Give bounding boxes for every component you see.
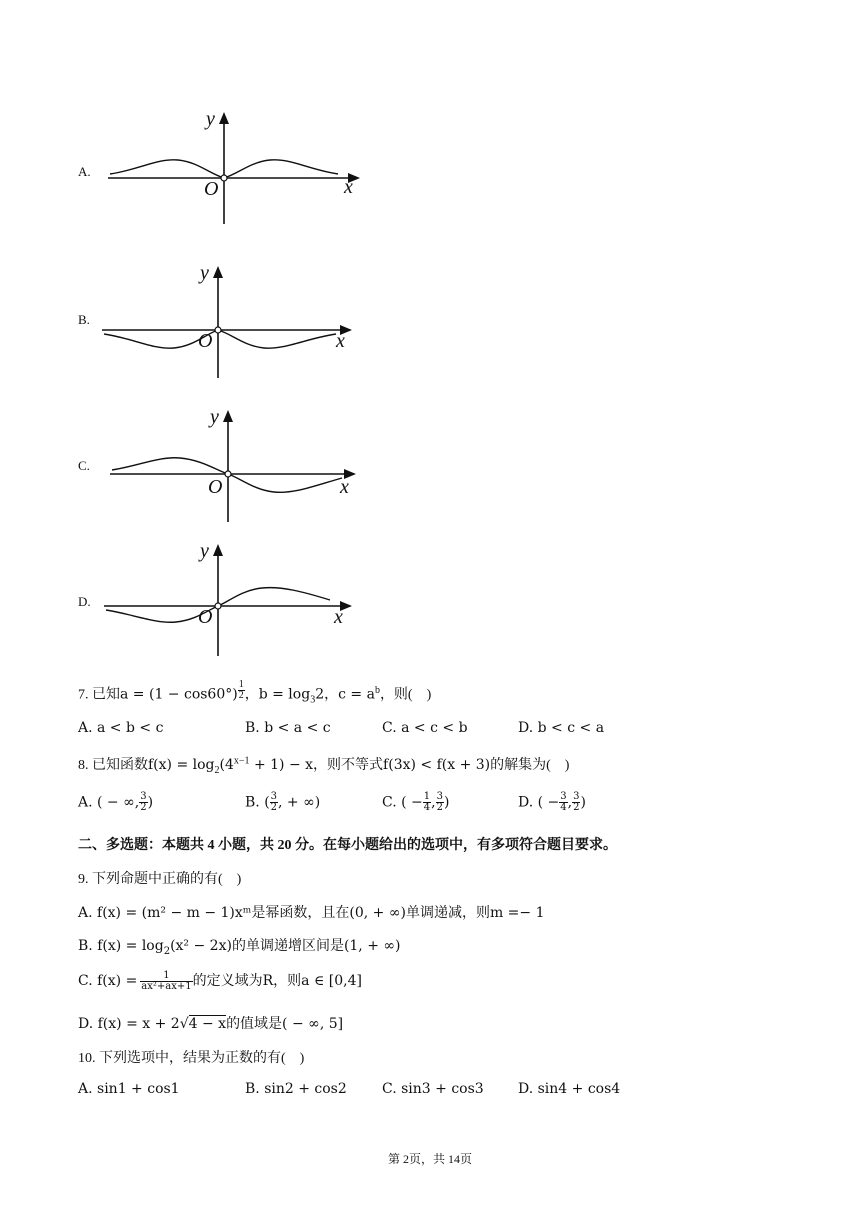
question-7-prefix: 7. 已知 [78, 687, 120, 703]
page-footer: 第 2页，共 14页 [387, 1152, 472, 1166]
origin-label: O [198, 606, 213, 628]
x-axis-label: x [336, 330, 345, 352]
question-8-suffix: 的解集为( ) [490, 758, 570, 773]
q7-c-expr: c = a [338, 686, 375, 703]
graph-a-plot [98, 108, 378, 228]
origin-label: O [208, 476, 223, 498]
y-axis-label: y [200, 262, 209, 284]
q9-option-a[interactable]: A. f(x) = (m² − m − 1)xᵐ是幂函数，且在(0, + ∞)单调递减，则m =− 1 [78, 905, 545, 921]
q7-option-c[interactable]: C. a < c < b [382, 720, 468, 736]
q10-option-b[interactable]: B. sin2 + cos2 [245, 1081, 347, 1097]
q8-f-arg1: (4 [219, 757, 234, 773]
question-7-suffix: ，则( ) [379, 687, 432, 703]
origin-label: O [198, 330, 213, 352]
q7-option-d[interactable]: D. b < c < a [518, 720, 605, 736]
graph-b-plot [98, 262, 378, 382]
q7-b-arg: 2 [315, 686, 325, 703]
y-axis-label: y [200, 540, 209, 562]
graph-option-c [78, 406, 378, 526]
origin-label: O [204, 178, 219, 200]
graph-option-b [78, 262, 378, 382]
question-10-title: 10. 下列选项中，结果为正数的有( ) [78, 1051, 305, 1066]
question-8-prefix: 8. 已知函数 [78, 758, 148, 773]
question-7: 7. 已知a = (1 − cos60°) $^{\frac{1}{2}}$ ，$b = \log_32$，$c = a^b$，则( ) [78, 679, 432, 706]
graph-option-label: D. [78, 594, 91, 609]
graph-option-a [78, 108, 378, 228]
q7-c-exp: b [374, 684, 380, 696]
q8-f-def: f(x) = log [148, 757, 215, 773]
q8-option-d[interactable]: D. ( − $\frac{3}{4}$ , $\frac{3}{2}$ ) [518, 791, 586, 813]
radicand: 4 − x [188, 1016, 227, 1032]
q8-f-exp: x−1 [233, 755, 250, 767]
x-axis-label: x [344, 176, 353, 198]
q9-option-b[interactable]: B. $f(x) = \log_2(x^2 - 2x)$的单调递增区间是(1, + ∞) [78, 938, 401, 957]
graph-option-label: A. [78, 164, 91, 179]
q7-option-a[interactable]: A. a < b < c [78, 720, 164, 736]
q10-option-d[interactable]: D. sin4 + cos4 [518, 1081, 621, 1097]
question-8-options [78, 792, 778, 816]
graph-option-label: C. [78, 458, 90, 473]
question-9-title: 9. 下列命题中正确的有( ) [78, 872, 242, 887]
q7-a-exponent: 1 2 [238, 679, 244, 701]
q8-inequality: f(3x) < f(x + 3) [383, 757, 491, 773]
q7-b-base: 3 [310, 694, 316, 706]
graph-c-plot [98, 406, 378, 526]
q7-b-expr: b = log [258, 686, 311, 703]
graph-d-plot [98, 540, 378, 660]
question-7-options [78, 720, 778, 740]
question-8 [78, 754, 569, 776]
sqrt-symbol: √ [179, 1016, 189, 1032]
question-10-options [78, 1081, 778, 1101]
q8-f-arg2: + 1) − x [249, 757, 314, 773]
q9-option-c[interactable]: C. f(x) = $\frac{1}{\text{ax²+ax+1}}$ 的定义域为R，则a ∈ [0,4] [78, 969, 362, 992]
q8-option-c[interactable]: C. ( − $\frac{1}{4}$ , $\frac{3}{2}$ ) [382, 791, 450, 813]
section-2-heading: 二、多选题：本题共 4 小题，共 20 分。在每小题给出的选项中，有多项符合题目要求。 [78, 838, 617, 853]
graph-option-d [78, 540, 378, 660]
q7-option-b[interactable]: B. b < a < c [245, 720, 331, 736]
q8-option-a[interactable]: A. ( − ∞, $\frac{3}{2}$ ) [78, 791, 154, 813]
q10-option-c[interactable]: C. sin3 + cos3 [382, 1081, 484, 1097]
q8-option-b[interactable]: B. ( $\frac{3}{2}$ , + ∞) [245, 791, 321, 813]
y-axis-label: y [206, 108, 215, 130]
x-axis-label: x [334, 606, 343, 628]
q8-mid: ，则不等式 [313, 758, 384, 773]
graph-option-label: B. [78, 312, 90, 327]
q10-option-a[interactable]: A. sin1 + cos1 [78, 1081, 180, 1097]
x-axis-label: x [340, 476, 349, 498]
q8-f-base: 2 [214, 764, 220, 776]
q9-option-d[interactable]: D. f(x) = x + 2√4 − x的值域是( − ∞, 5] [78, 1016, 344, 1032]
y-axis-label: y [210, 406, 219, 428]
q7-a-expr: a = (1 − cos60°) [120, 686, 238, 703]
